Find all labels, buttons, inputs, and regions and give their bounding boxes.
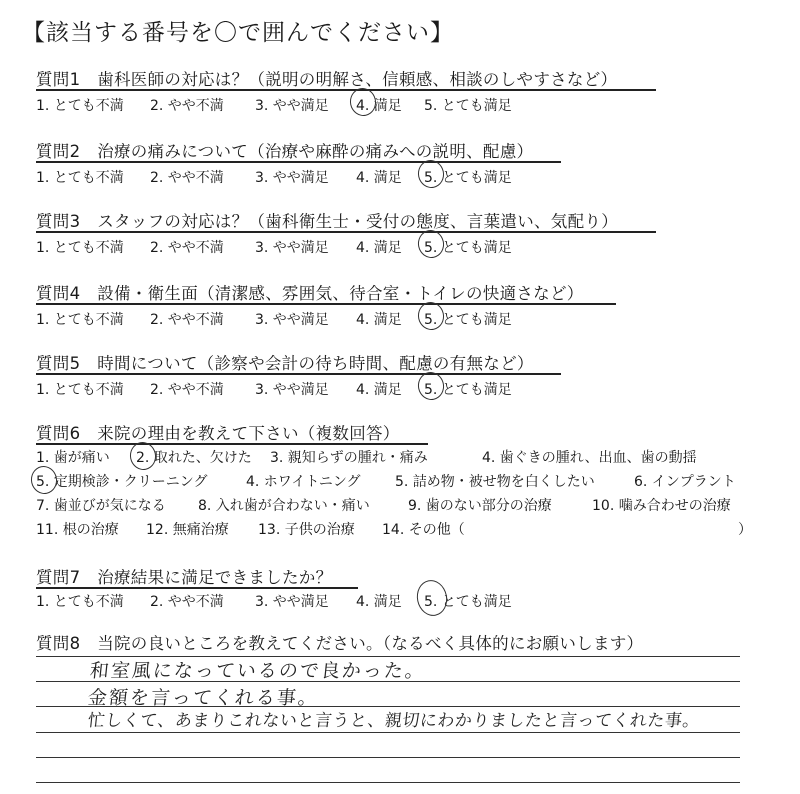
q6-option-fillings[interactable]: 5. 詰め物・被せ物を白くしたい bbox=[395, 474, 595, 490]
q6-option-11[interactable]: 11. 根の治療 bbox=[36, 522, 119, 538]
q6-option-3[interactable]: 3. 親知らずの腫れ・痛み bbox=[270, 450, 428, 466]
q6-option-13[interactable]: 13. 子供の治療 bbox=[258, 522, 355, 538]
q1-option-4[interactable]: 4. 満足 bbox=[356, 98, 402, 114]
answer-line-4 bbox=[36, 732, 740, 733]
q6-option-7[interactable]: 7. 歯並びが気になる bbox=[36, 498, 166, 514]
q6-option-1[interactable]: 1. 歯が痛い bbox=[36, 450, 110, 466]
question-8-title: 質問8 当院の良いところを教えてください。（なるべく具体的にお願いします） bbox=[36, 634, 644, 653]
q2-option-4[interactable]: 4. 満足 bbox=[356, 170, 402, 186]
q4-option-3[interactable]: 3. やや満足 bbox=[255, 312, 329, 328]
handwritten-answer-2: 金額を言ってくれる事。 bbox=[86, 687, 321, 709]
q7-option-2[interactable]: 2. やや不満 bbox=[150, 594, 224, 610]
q3-option-5[interactable]: 5. とても満足 bbox=[424, 240, 512, 256]
question-7-title: 質問7 治療結果に満足できましたか？ bbox=[36, 568, 333, 587]
question-5-underline bbox=[36, 373, 561, 375]
q3-option-3[interactable]: 3. やや満足 bbox=[255, 240, 329, 256]
q6-other-close-paren: ） bbox=[738, 522, 752, 538]
question-7-underline bbox=[36, 587, 358, 589]
q6-option-12[interactable]: 12. 無痛治療 bbox=[146, 522, 229, 538]
q3-option-1[interactable]: 1. とても不満 bbox=[36, 240, 124, 256]
q6-option-implant[interactable]: 6. インプラント bbox=[634, 474, 736, 490]
q2-option-2[interactable]: 2. やや不満 bbox=[150, 170, 224, 186]
question-3-underline bbox=[36, 231, 656, 233]
q6-option-whitening[interactable]: 4. ホワイトニング bbox=[246, 474, 361, 490]
q2-option-3[interactable]: 3. やや満足 bbox=[255, 170, 329, 186]
question-6-title: 質問6 来院の理由を教えて下さい（複数回答） bbox=[36, 424, 400, 443]
q3-option-4[interactable]: 4. 満足 bbox=[356, 240, 402, 256]
page-header: 【該当する番号を〇で囲んでください】 bbox=[22, 20, 454, 46]
q6-option-14[interactable]: 14. その他（ bbox=[382, 522, 465, 538]
q4-option-5[interactable]: 5. とても満足 bbox=[424, 312, 512, 328]
handwritten-answer-1: 和室風になっているので良かった。 bbox=[88, 660, 428, 682]
q6-option-10[interactable]: 10. 噛み合わせの治療 bbox=[592, 498, 731, 514]
q5-option-4[interactable]: 4. 満足 bbox=[356, 382, 402, 398]
q5-option-2[interactable]: 2. やや不満 bbox=[150, 382, 224, 398]
q3-option-2[interactable]: 2. やや不満 bbox=[150, 240, 224, 256]
question-1-title: 質問1 歯科医師の対応は？（説明の明解さ、信頼感、相談のしやすさなど） bbox=[36, 70, 618, 89]
question-6-underline bbox=[36, 443, 428, 445]
q4-option-4[interactable]: 4. 満足 bbox=[356, 312, 402, 328]
q1-option-3[interactable]: 3. やや満足 bbox=[255, 98, 329, 114]
question-3-title: 質問3 スタッフの対応は？（歯科衛生士・受付の態度、言葉遣い、気配り） bbox=[36, 212, 618, 231]
q4-option-1[interactable]: 1. とても不満 bbox=[36, 312, 124, 328]
q2-option-5[interactable]: 5. とても満足 bbox=[424, 170, 512, 186]
question-4-title: 質問4 設備・衛生面（清潔感、雰囲気、待合室・トイレの快適さなど） bbox=[36, 284, 584, 303]
question-2-underline bbox=[36, 161, 561, 163]
q4-option-2[interactable]: 2. やや不満 bbox=[150, 312, 224, 328]
q1-option-5[interactable]: 5. とても満足 bbox=[424, 98, 512, 114]
q7-option-4[interactable]: 4. 満足 bbox=[356, 594, 402, 610]
question-5-title: 質問5 時間について（診察や会計の待ち時間、配慮の有無など） bbox=[36, 354, 534, 373]
q5-option-3[interactable]: 3. やや満足 bbox=[255, 382, 329, 398]
q6-answer-circle-checkup bbox=[28, 464, 59, 497]
q6-option-5-checkup[interactable]: 5. 定期検診・クリーニング bbox=[36, 474, 208, 490]
handwritten-answer-3: 忙しくて、あまりこれないと言うと、親切にわかりましたと言ってくれた事。 bbox=[86, 711, 701, 731]
q7-option-3[interactable]: 3. やや満足 bbox=[255, 594, 329, 610]
q6-option-8[interactable]: 8. 入れ歯が合わない・痛い bbox=[198, 498, 370, 514]
q6-option-4[interactable]: 4. 歯ぐきの腫れ、出血、歯の動揺 bbox=[482, 450, 697, 466]
question-4-underline bbox=[36, 303, 616, 305]
q7-answer-circle bbox=[414, 577, 451, 618]
q6-option-2[interactable]: 2. 取れた、欠けた bbox=[136, 450, 252, 466]
answer-line-6 bbox=[36, 782, 740, 783]
answer-line-5 bbox=[36, 757, 740, 758]
q1-option-2[interactable]: 2. やや不満 bbox=[150, 98, 224, 114]
q5-option-5[interactable]: 5. とても満足 bbox=[424, 382, 512, 398]
q7-option-1[interactable]: 1. とても不満 bbox=[36, 594, 124, 610]
q2-option-1[interactable]: 1. とても不満 bbox=[36, 170, 124, 186]
question-2-title: 質問2 治療の痛みについて（治療や麻酔の痛みへの説明、配慮） bbox=[36, 142, 534, 161]
q1-option-1[interactable]: 1. とても不満 bbox=[36, 98, 124, 114]
q5-option-1[interactable]: 1. とても不満 bbox=[36, 382, 124, 398]
question-1-underline bbox=[36, 89, 656, 91]
q6-option-9[interactable]: 9. 歯のない部分の治療 bbox=[408, 498, 552, 514]
q6-answer-circle-2 bbox=[127, 440, 158, 473]
q7-option-5[interactable]: 5. とても満足 bbox=[424, 594, 512, 610]
